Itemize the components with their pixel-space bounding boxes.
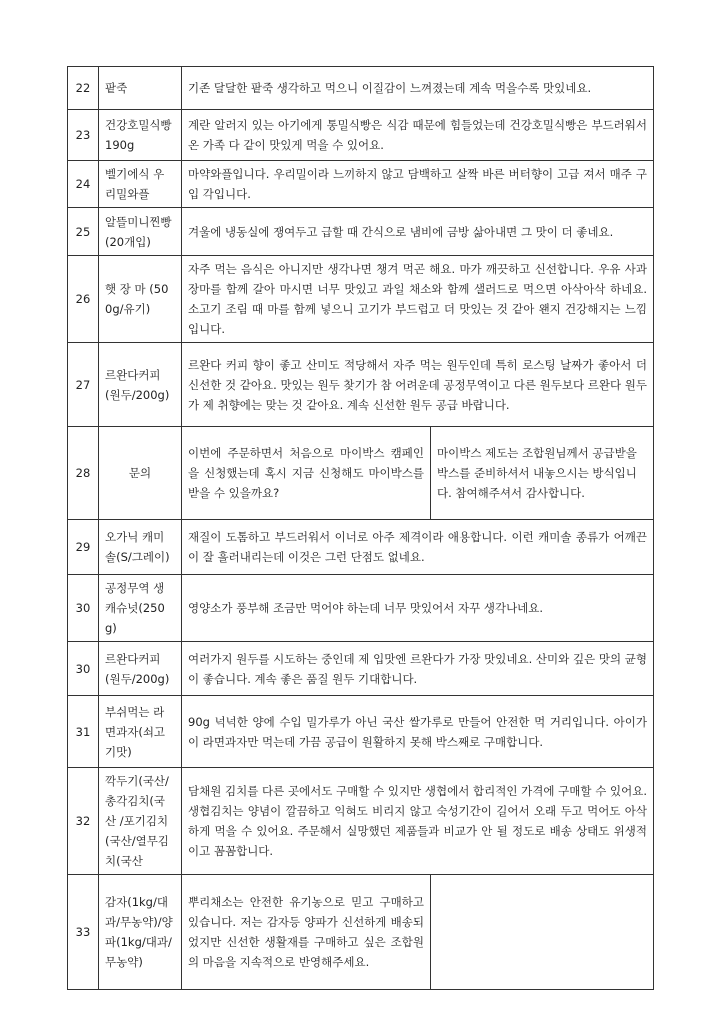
row-number: 24 xyxy=(68,161,99,208)
product-name: 알뜰미니찐빵(20개입) xyxy=(99,208,182,256)
row-number: 30 xyxy=(68,642,99,696)
table-row xyxy=(68,67,654,110)
review-text: 재질이 도톰하고 부드러워서 이너로 아주 제격이라 애용합니다. 이런 캐미솔 종류가 어깨끈이 잘 흘러내리는데 이것은 그런 단점도 없네요. xyxy=(182,520,654,575)
row-number: 33 xyxy=(68,875,99,990)
table-row xyxy=(68,875,654,990)
product-name: 공정무역 생캐슈넛(250g) xyxy=(99,575,182,642)
product-name: 팥죽 xyxy=(99,67,182,110)
table-row xyxy=(68,520,654,575)
table-row xyxy=(68,696,654,768)
row-number: 25 xyxy=(68,208,99,256)
product-name: 건강호밀식빵190g xyxy=(99,110,182,161)
table-row xyxy=(68,343,654,427)
table-row xyxy=(68,161,654,208)
review-text: 마약와플입니다. 우리밀이라 느끼하지 않고 담백하고 살짝 바른 버터향이 고급 져서 매주 구입 각입니다. xyxy=(182,161,654,208)
table-row xyxy=(68,256,654,343)
row-number: 30 xyxy=(68,575,99,642)
review-text: 90g 넉넉한 양에 수입 밀가루가 아닌 국산 쌀가루로 만들어 안전한 먹 거리입니다. 아이가 이 라면과자만 먹는데 가끔 공급이 원활하지 못해 박스째로 구매합니다. xyxy=(182,696,654,768)
table-row xyxy=(68,208,654,256)
table-row xyxy=(68,768,654,875)
question-text: 이번에 주문하면서 처음으로 마이박스 캠페인을 신청했는데 혹시 지금 신청해도 마이박스를 받을 수 있을까요? xyxy=(182,427,431,520)
product-name: 르완다커피(원두/200g) xyxy=(99,343,182,427)
product-name: 벨기에식 우리밀와플 xyxy=(99,161,182,208)
review-text: 기존 달달한 팥죽 생각하고 먹으니 이질감이 느껴졌는데 계속 먹을수록 맛있네요. xyxy=(182,67,654,110)
empty-cell xyxy=(431,875,654,990)
product-name: 깍두기(국산/총각김치(국산 /포기김치(국산/열무김치(국산 xyxy=(99,768,182,875)
product-name: 르완다커피(원두/200g) xyxy=(99,642,182,696)
review-text: 뿌리채소는 안전한 유기농으로 믿고 구매하고 있습니다. 저는 감자등 양파가 신선하게 배송되었지만 신선한 생활재를 구매하고 싶은 조합원의 마음을 지속적으로 반영해주세요. xyxy=(182,875,431,990)
product-name: 부쉬먹는 라면과자(쇠고기맛) xyxy=(99,696,182,768)
table-row xyxy=(68,642,654,696)
row-number: 22 xyxy=(68,67,99,110)
row-number: 28 xyxy=(68,427,99,520)
review-table xyxy=(67,66,654,990)
row-number: 26 xyxy=(68,256,99,343)
review-text: 르완다 커피 향이 좋고 산미도 적당해서 자주 먹는 원두인데 특히 로스팅 날짜가 좋아서 더 신선한 것 같아요. 맛있는 원두 찾기가 참 어려운데 공정무역이고 다른 원두보다 르완다 원두가 제 취향에는 맞는 것 같아요. 계속 신선한 원두 공급 바랍니다. xyxy=(182,343,654,427)
row-number: 32 xyxy=(68,768,99,875)
review-text: 여러가지 원두를 시도하는 중인데 제 입맛엔 르완다가 가장 맛있네요. 산미와 깊은 맛의 균형이 좋습니다. 계속 좋은 품질 원두 기대합니다. xyxy=(182,642,654,696)
table-row xyxy=(68,575,654,642)
row-number: 29 xyxy=(68,520,99,575)
row-number: 31 xyxy=(68,696,99,768)
product-name: 감자(1kg/대과/무농약)/양파(1kg/대과/무농약) xyxy=(99,875,182,990)
review-text: 담채원 김치를 다른 곳에서도 구매할 수 있지만 생협에서 합리적인 가격에 구매할 수 있어요. 생협김치는 양념이 깔끔하고 익혀도 비리지 않고 숙성기간이 길어서 오래 두고 먹어도 아삭하게 먹을 수 있어요. 주문해서 실망했던 제품들과 비교가 안 될 정도로 배송 상태도 위생적이고 꼼꼼합니다. xyxy=(182,768,654,875)
review-text: 계란 알러지 있는 아기에게 통밀식빵은 식감 때문에 힘들었는데 건강호밀식빵은 부드러워서 온 가족 다 같이 맛있게 먹을 수 있어요. xyxy=(182,110,654,161)
answer-text: 마이박스 제도는 조합원님께서 공급받을 박스를 준비하셔서 내놓으시는 방식입니다. 참여해주셔서 감사합니다. xyxy=(431,427,654,520)
table-row xyxy=(68,110,654,161)
table-row xyxy=(68,427,654,520)
review-text: 겨울에 냉동실에 쟁여두고 급할 때 간식으로 냄비에 금방 삶아내면 그 맛이 더 좋네요. xyxy=(182,208,654,256)
row-number: 23 xyxy=(68,110,99,161)
product-name: 문의 xyxy=(99,427,182,520)
product-name: 햇 장 마 (500g/유기) xyxy=(99,256,182,343)
review-text: 영양소가 풍부해 조금만 먹어야 하는데 너무 맛있어서 자꾸 생각나네요. xyxy=(182,575,654,642)
row-number: 27 xyxy=(68,343,99,427)
review-text: 자주 먹는 음식은 아니지만 생각나면 챙겨 먹곤 해요. 마가 깨끗하고 신선합니다. 우유 사과 장마를 함께 갈아 마시면 너무 맛있고 과일 채소와 함께 샐러드로 먹으면 아삭아삭 하네요. 소고기 조림 때 마를 함께 넣으니 고기가 부드럽고 더 맛있는 것 같아 왠지 건강해지는 느낌입니다. xyxy=(182,256,654,343)
product-name: 오가닉 캐미솔(S/그레이) xyxy=(99,520,182,575)
